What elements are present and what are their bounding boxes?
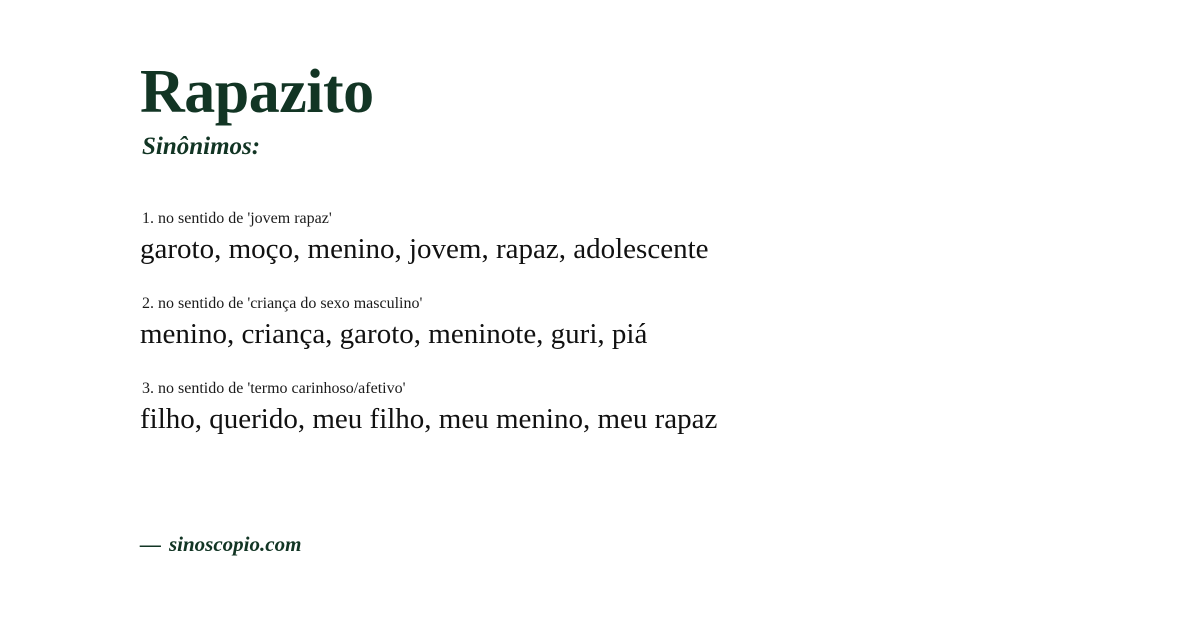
sense-entry [140, 294, 1200, 353]
em-dash: — [140, 532, 161, 556]
sense-entry [140, 379, 1200, 438]
sense-entry [140, 209, 1200, 268]
page-title: Rapazito [140, 58, 374, 126]
source-name: sinoscopio.com [169, 532, 302, 556]
sense-label: 3. no sentido de 'termo carinhoso/afetivo' [142, 379, 406, 397]
sense-list [140, 209, 1200, 438]
source-attribution [140, 532, 301, 557]
sense-label: 1. no sentido de 'jovem rapaz' [142, 209, 332, 227]
sense-synonyms: menino, criança, garoto, meninote, guri, piá [140, 318, 648, 351]
sense-label: 2. no sentido de 'criança do sexo masculino' [142, 294, 423, 312]
sense-synonyms: garoto, moço, menino, jovem, rapaz, adolescente [140, 233, 709, 266]
sense-synonyms: filho, querido, meu filho, meu menino, meu rapaz [140, 403, 718, 436]
subtitle-synonyms: Sinônimos: [142, 133, 261, 161]
